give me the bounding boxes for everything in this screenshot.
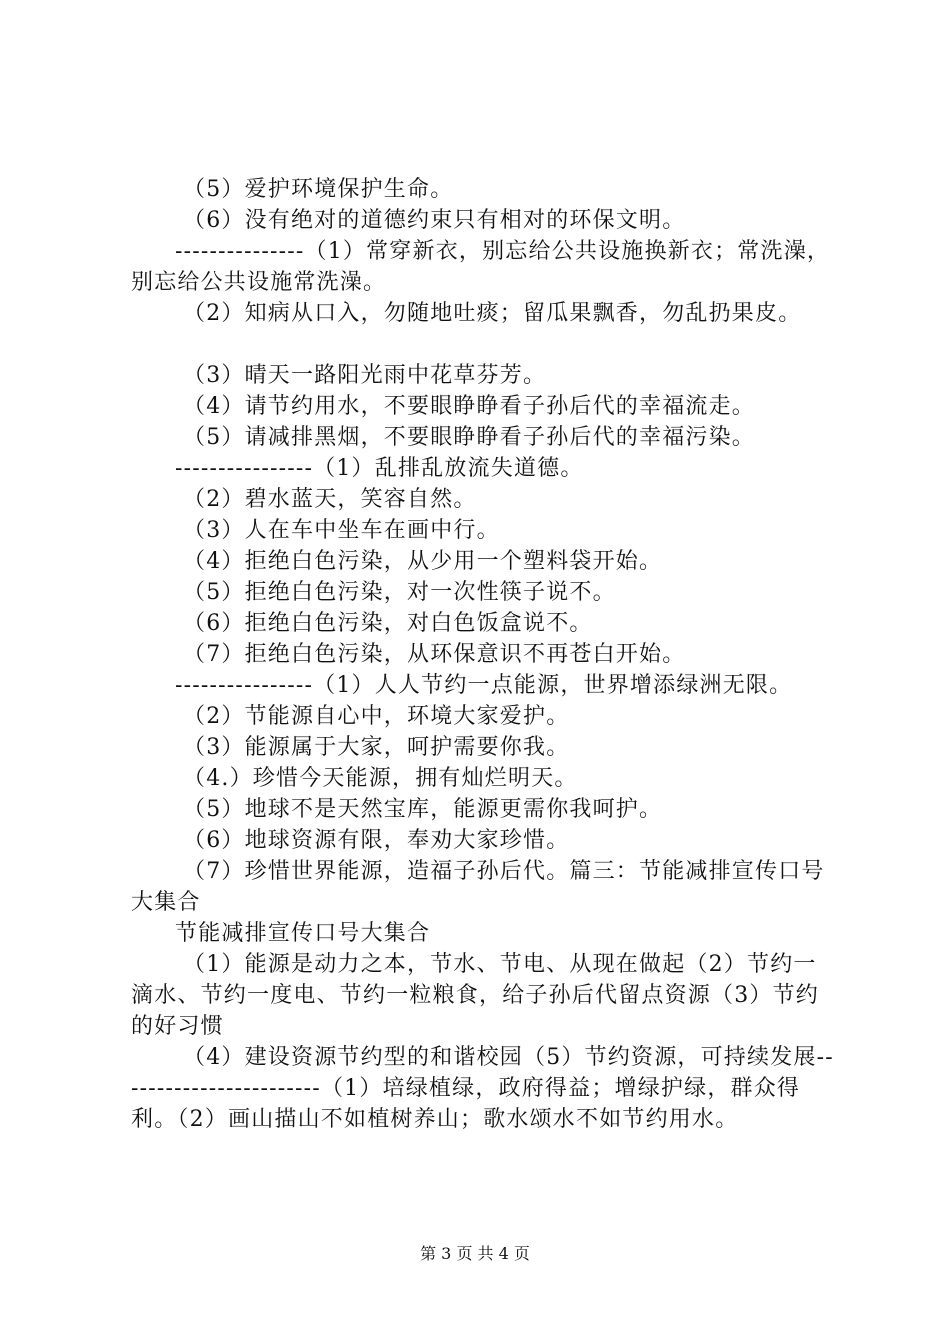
paragraph: （2）节能源自心中，环境大家爱护。 xyxy=(183,704,570,729)
paragraph: （3）人在车中坐车在画中行。 xyxy=(183,518,500,543)
paragraph: （4）拒绝白色污染，从少用一个塑料袋开始。 xyxy=(183,549,663,574)
paragraph: （7）珍惜世界能源，造福子孙后代。篇三：节能减排宣传口号大集合 xyxy=(131,859,825,915)
paragraph: （3）晴天一路阳光雨中花草芬芳。 xyxy=(183,363,547,388)
paragraph: ----------------（1）人人节约一点能源，世界增添绿洲无限。 xyxy=(175,673,793,698)
paragraph: （3）能源属于大家，呵护需要你我。 xyxy=(183,735,570,760)
paragraph: （2）知病从口入，勿随地吐痰；留瓜果飘香，勿乱扔果皮。 xyxy=(183,301,802,326)
paragraph: （5）爱护环境保护生命。 xyxy=(183,177,454,202)
paragraph: （1）能源是动力之本，节水、节电、从现在做起（2）节约一滴水、节约一度电、节约一粒粮食，给子孙后代留点资源（3）节约的好习惯 xyxy=(131,952,819,1039)
paragraph: （6）地球资源有限，奉劝大家珍惜。 xyxy=(183,828,570,853)
paragraph: （5）拒绝白色污染，对一次性筷子说不。 xyxy=(183,580,616,605)
paragraph: （4.）珍惜今天能源，拥有灿烂明天。 xyxy=(183,766,578,791)
paragraph: 节能减排宣传口号大集合 xyxy=(175,921,431,946)
paragraph: （4）请节约用水，不要眼睁睁看子孙后代的幸福流走。 xyxy=(183,394,755,419)
paragraph: （5）地球不是天然宝库，能源更需你我呵护。 xyxy=(183,797,663,822)
paragraph: （5）请减排黑烟，不要眼睁睁看子孙后代的幸福污染。 xyxy=(183,425,755,450)
paragraph: ----------------（1）乱排乱放流失道德。 xyxy=(175,456,584,481)
paragraph: （6）没有绝对的道德约束只有相对的环保文明。 xyxy=(183,208,686,233)
paragraph: （7）拒绝白色污染，从环保意识不再苍白开始。 xyxy=(183,642,686,667)
document-body xyxy=(131,174,837,1135)
paragraph: （6）拒绝白色污染，对白色饭盒说不。 xyxy=(183,611,593,636)
paragraph: （2）碧水蓝天，笑容自然。 xyxy=(183,487,477,512)
page-footer: 第 3 页 共 4 页 xyxy=(420,1244,530,1263)
paragraph: （4）建设资源节约型的和谐校园（5）节约资源，可持续发展------------------------（1）培绿植绿，政府得益；增绿护绿，群众得利。（2）画山描山不如植树养山；歌水颂水不如节约用水。 xyxy=(131,1045,834,1132)
paragraph: ---------------（1）常穿新衣，别忘给公共设施换新衣；常洗澡，别忘给公共设施常洗澡。 xyxy=(131,239,831,295)
blank-line xyxy=(131,329,837,360)
